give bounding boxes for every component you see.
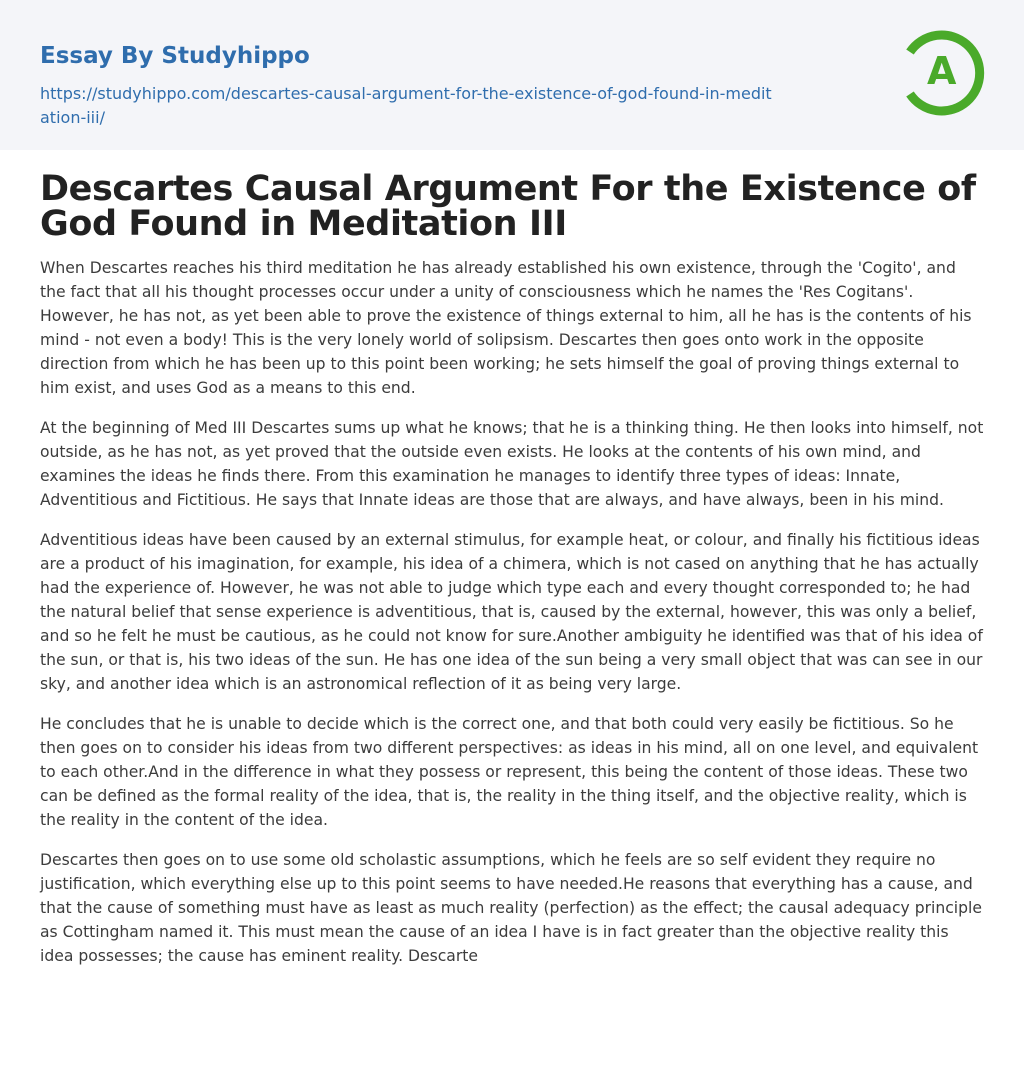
paragraph-5: Descartes then goes on to use some old scholastic assumptions, which he feels are so self evident they require no justification, which everything else up to this point seems to have needed.He reasons that everything has a cause, and that the cause of something must have as least as much reality (perfection) as the effect; the causal adequacy principle as Cottingham named it. This must mean the cause of an idea I have is in fact greater than the objective reality this idea possesses; the cause has eminent reality. Descarte <box>40 851 982 965</box>
studyhippo-logo-icon[interactable] <box>896 28 986 118</box>
paragraph-3: Adventitious ideas have been caused by an external stimulus, for example heat, or colour, and finally his fictitious ideas are a product of his imagination, for example, his idea of a chimera, which is not cased on anything that he has actually had the experience of. However, he was not able to judge which type each and every thought corresponded to; he had the natural belief that sense experience is adventitious, that is, caused by the external, however, this was only a belief, and so he felt he must be cautious, as he could not know for sure.Another ambiguity he identified was that of his idea of the sun, or that is, his two ideas of the sun. He has one idea of the sun being a very small object that was can see in our sky, and another idea which is an astronomical reflection of it as being very large. <box>40 531 983 693</box>
paragraph-4: He concludes that he is unable to decide which is the correct one, and that both could very easily be fictitious. So he then goes on to consider his ideas from two different perspectives: as ideas in his mind, all on one level, and equivalent to each other.And in the difference in what they possess or represent, this being the content of those ideas. These two can be defined as the formal reality of the idea, that is, the reality in the thing itself, and the objective reality, which is the reality in the content of the idea. <box>40 715 979 829</box>
article-title: Descartes Causal Argument For the Existence of God Found in Meditation III <box>40 169 976 244</box>
site-header <box>0 0 1024 150</box>
brand-title: Essay By Studyhippo <box>40 43 310 69</box>
logo-letter: A <box>927 49 957 93</box>
essay-url-link[interactable]: https://studyhippo.com/descartes-causal-argument-for-the-existence-of-god-found-in-meditation-iii/ <box>40 84 772 127</box>
paragraph-2: At the beginning of Med III Descartes sums up what he knows; that he is a thinking thing. He then looks into himself, not outside, as he has not, as yet proved that the outside even exists. He looks at the contents of his own mind, and examines the ideas he finds there. From this examination he manages to identify three types of ideas: Innate, Adventitious and Fictitious. He says that Innate ideas are those that are always, and have always, been in his mind. <box>40 419 984 509</box>
paragraph-1: When Descartes reaches his third meditation he has already established his own existence, through the 'Cogito', and the fact that all his thought processes occur under a unity of consciousness which he names the 'Res Cogitans'. However, he has not, as yet been able to prove the existence of things external to him, all he has is the contents of his mind - not even a body! This is the very lonely world of solipsism. Descartes then goes onto work in the opposite direction from which he has been up to this point been working; he sets himself the goal of proving things external to him exist, and uses God as a means to this end. <box>40 259 972 397</box>
article <box>0 169 1024 968</box>
